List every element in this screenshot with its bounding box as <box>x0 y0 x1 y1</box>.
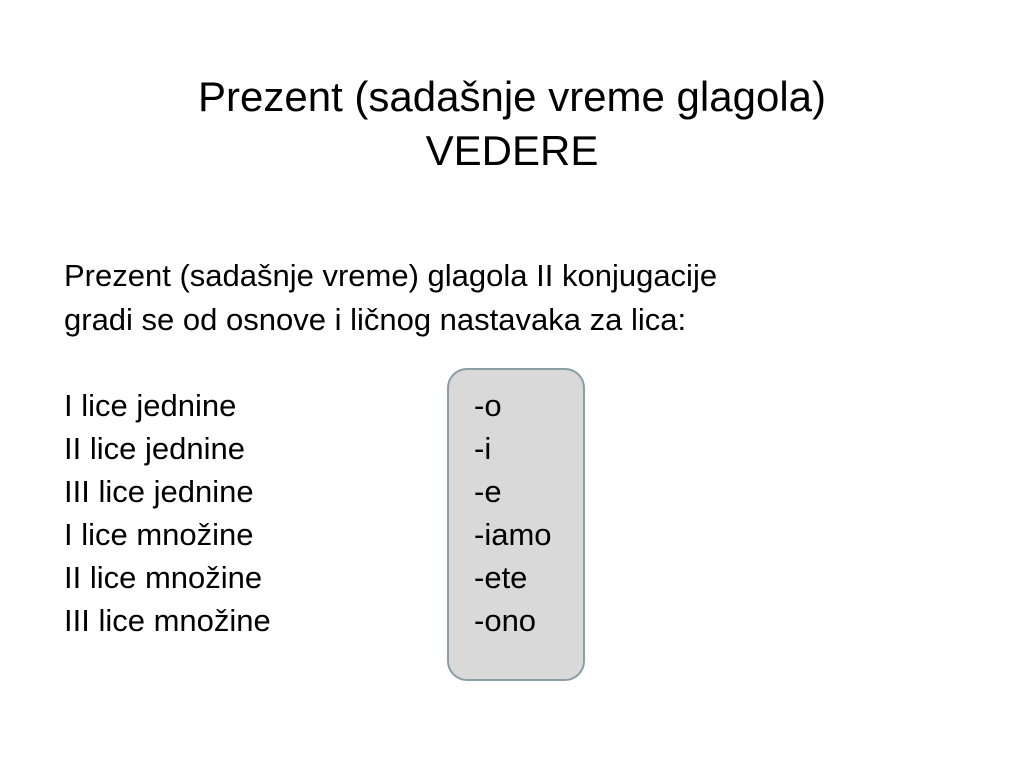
title-line-2: VEDERE <box>425 127 599 174</box>
person-label: I lice jednine <box>64 388 237 423</box>
person-label: II lice jednine <box>64 431 245 466</box>
intro-text <box>64 254 717 342</box>
ending: -ete <box>474 560 528 595</box>
intro-line-2: gradi se od osnove i ličnog nastavaka za lica: <box>64 302 687 337</box>
ending: -o <box>474 388 502 423</box>
person-label: III lice množine <box>64 603 271 638</box>
ending: -i <box>474 431 492 466</box>
table-row <box>64 556 552 599</box>
ending: -ono <box>474 603 537 638</box>
table-row <box>64 470 552 513</box>
slide-title <box>0 70 1024 178</box>
table-row <box>64 427 552 470</box>
table-row <box>64 513 552 556</box>
ending: -iamo <box>474 517 552 552</box>
intro-line-1: Prezent (sadašnje vreme) glagola II konjugacije <box>64 258 718 293</box>
title-line-1: Prezent (sadašnje vreme glagola) <box>198 73 826 120</box>
table-row <box>64 599 552 642</box>
person-label: I lice množine <box>64 517 254 552</box>
person-label: III lice jednine <box>64 474 254 509</box>
person-label: II lice množine <box>64 560 263 595</box>
table-row <box>64 384 552 427</box>
ending: -e <box>474 474 502 509</box>
conjugation-table <box>64 384 552 642</box>
